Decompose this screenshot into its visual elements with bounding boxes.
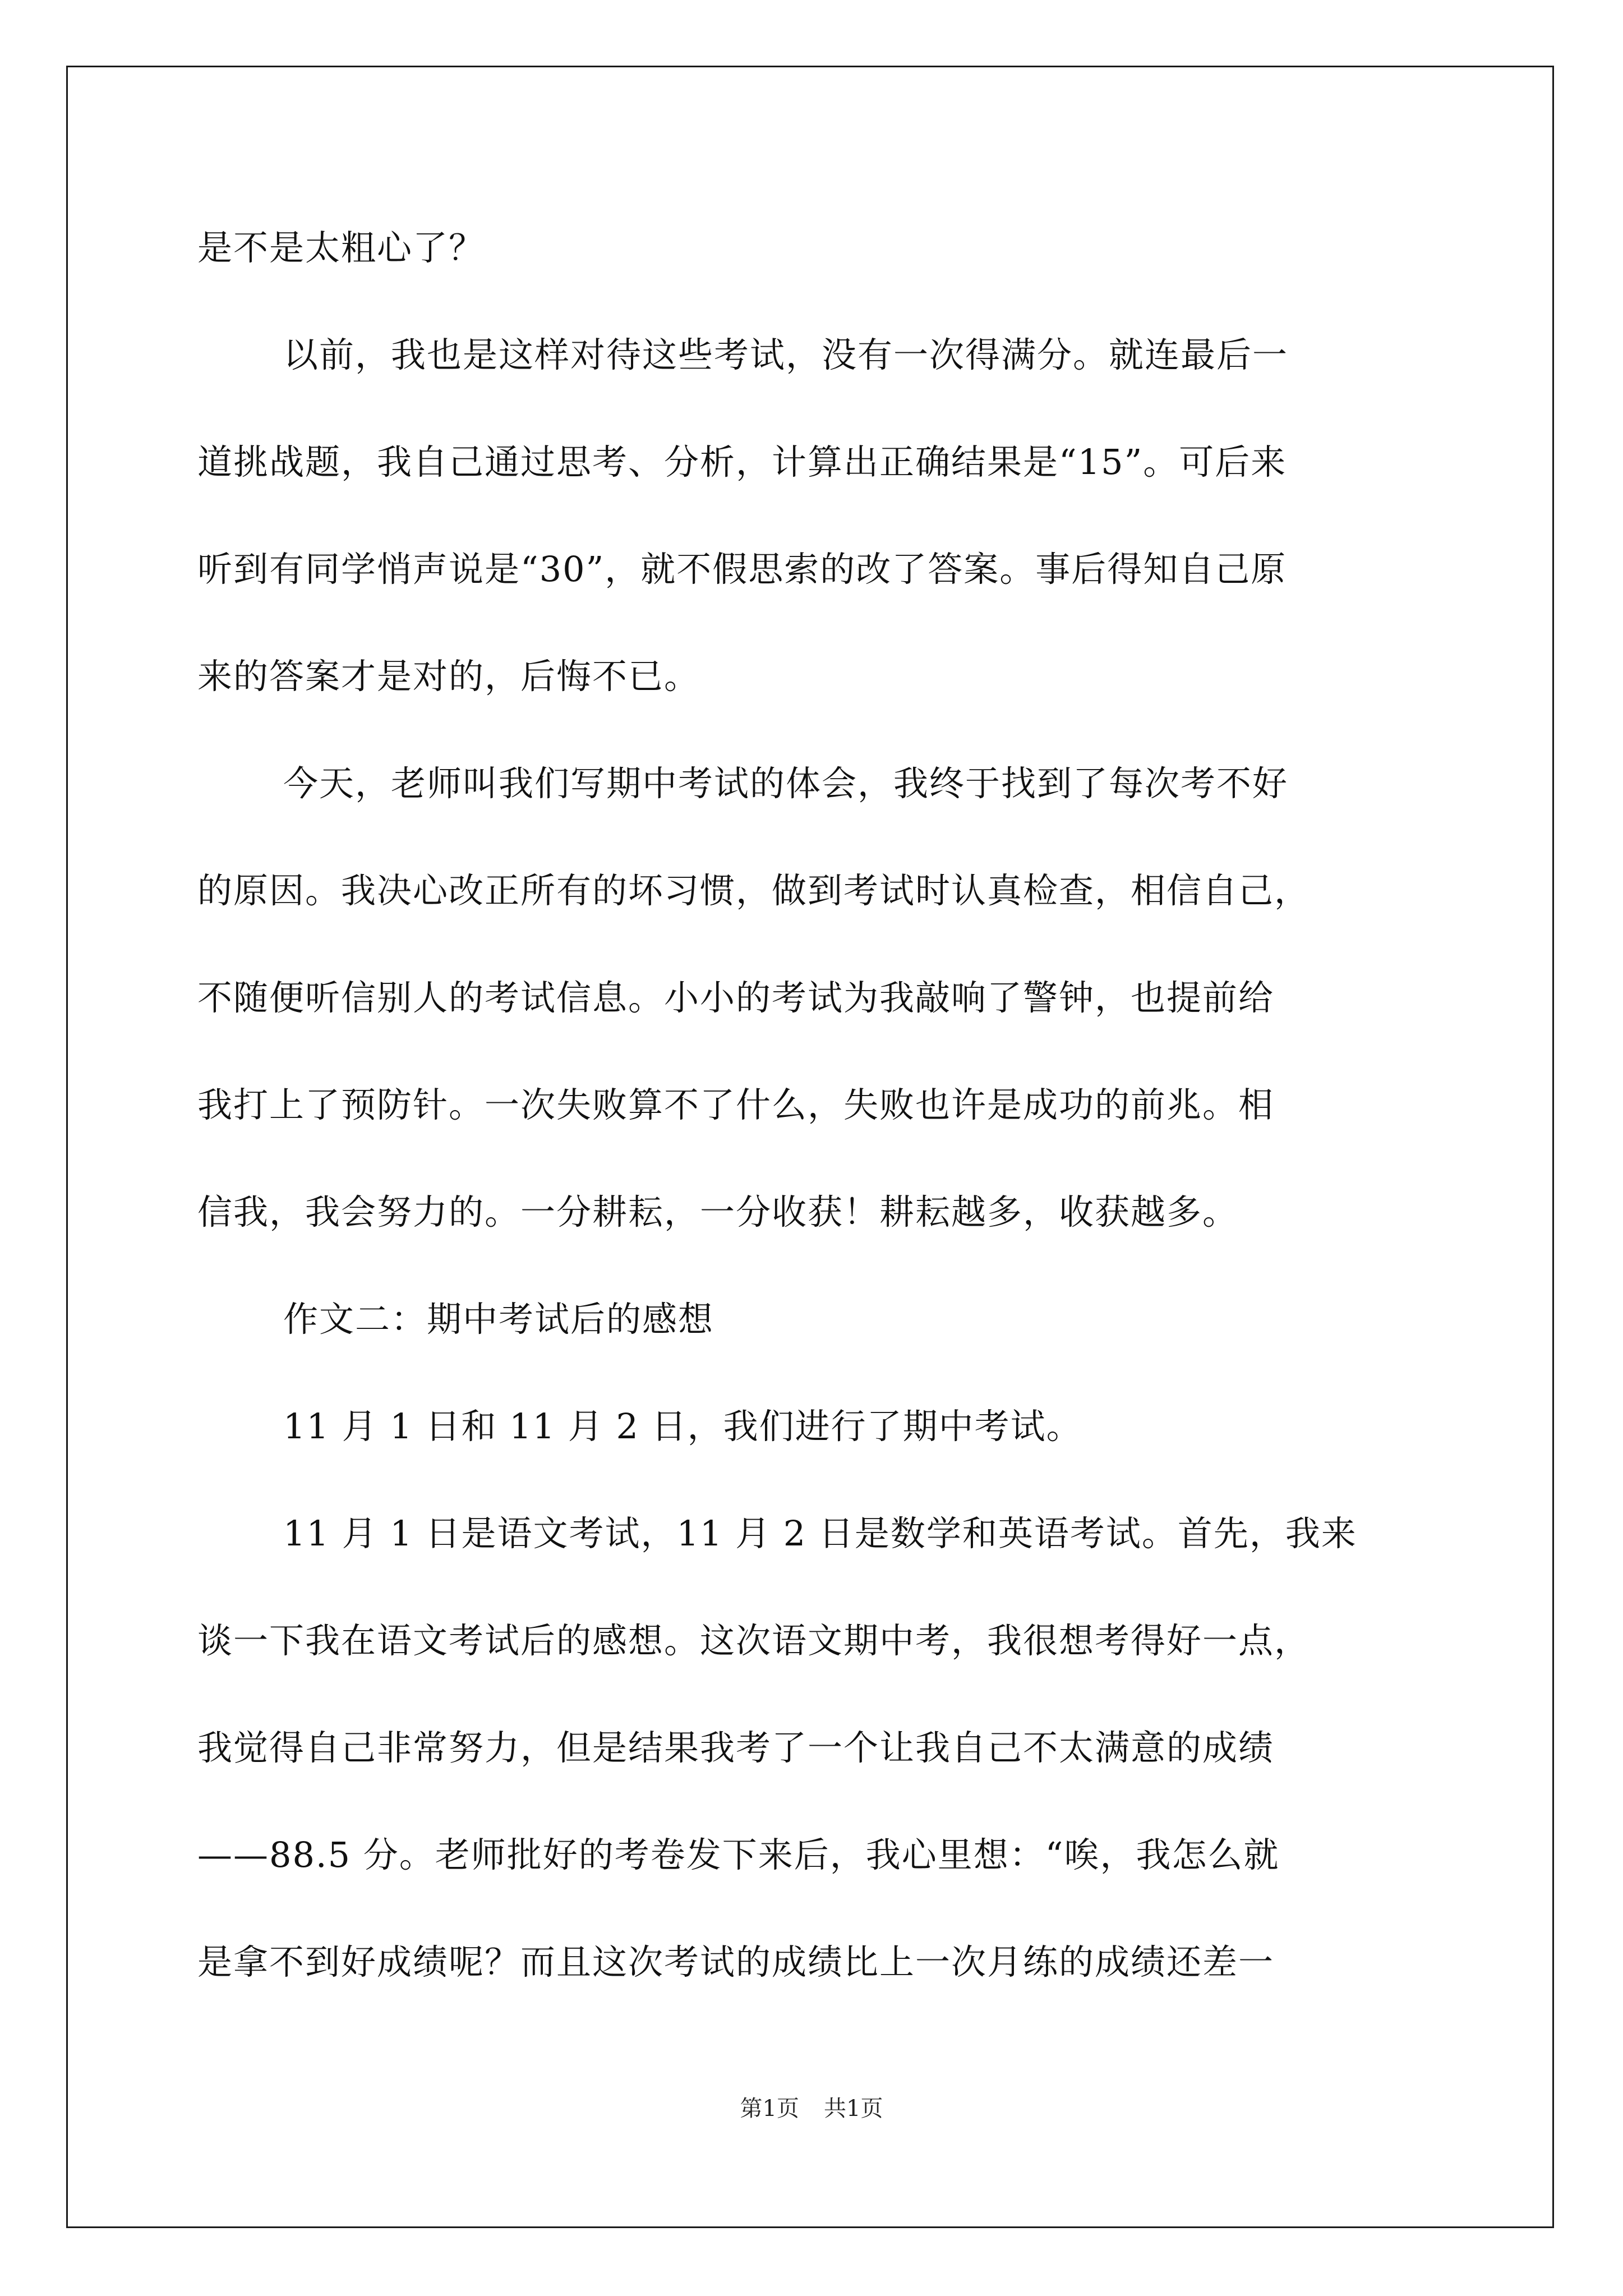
paragraph-start-line: 11 月 1 日和 11 月 2 日，我们进行了期中考试。 [283, 1406, 1082, 1447]
page-total: 共1页 [824, 2096, 883, 2122]
text-line: 不随便听信别人的考试信息。小小的考试为我敲响了警钟，也提前给 [197, 977, 1275, 1018]
text-line: 是不是太粗心了？ [197, 227, 485, 268]
paragraph-start-line: 今天，老师叫我们写期中考试的体会，我终于找到了每次考不好 [283, 763, 1289, 804]
text-line: 来的答案才是对的，后悔不已。 [197, 656, 700, 697]
paragraph-start-line: 以前，我也是这样对待这些考试，没有一次得满分。就连最后一 [283, 334, 1289, 375]
text-line: 是拿不到好成绩呢？而且这次考试的成绩比上一次月练的成绩还差一 [197, 1941, 1275, 1982]
text-line: 谈一下我在语文考试后的感想。这次语文期中考，我很想考得好一点， [197, 1620, 1311, 1661]
text-line: 信我，我会努力的。一分耕耘，一分收获！耕耘越多，收获越多。 [197, 1191, 1239, 1232]
page-number: 第1页 [740, 2096, 799, 2122]
page-footer [0, 2095, 1623, 2123]
section-heading: 作文二：期中考试后的感想 [283, 1299, 714, 1340]
text-line: ——88.5 分。老师批好的考卷发下来后，我心里想：“唉，我怎么就 [197, 1834, 1280, 1875]
text-line: 我觉得自己非常努力，但是结果我考了一个让我自己不太满意的成绩 [197, 1727, 1275, 1768]
paragraph-start-line: 11 月 1 日是语文考试，11 月 2 日是数学和英语考试。首先，我来 [283, 1513, 1357, 1554]
page-border [66, 66, 1554, 2228]
text-line: 我打上了预防针。一次失败算不了什么，失败也许是成功的前兆。相 [197, 1084, 1275, 1125]
text-line: 听到有同学悄声说是“30”，就不假思索的改了答案。事后得知自己原 [197, 549, 1287, 590]
text-line: 的原因。我决心改正所有的坏习惯，做到考试时认真检查，相信自己， [197, 870, 1311, 911]
text-line: 道挑战题，我自己通过思考、分析，计算出正确结果是“15”。可后来 [197, 441, 1287, 482]
